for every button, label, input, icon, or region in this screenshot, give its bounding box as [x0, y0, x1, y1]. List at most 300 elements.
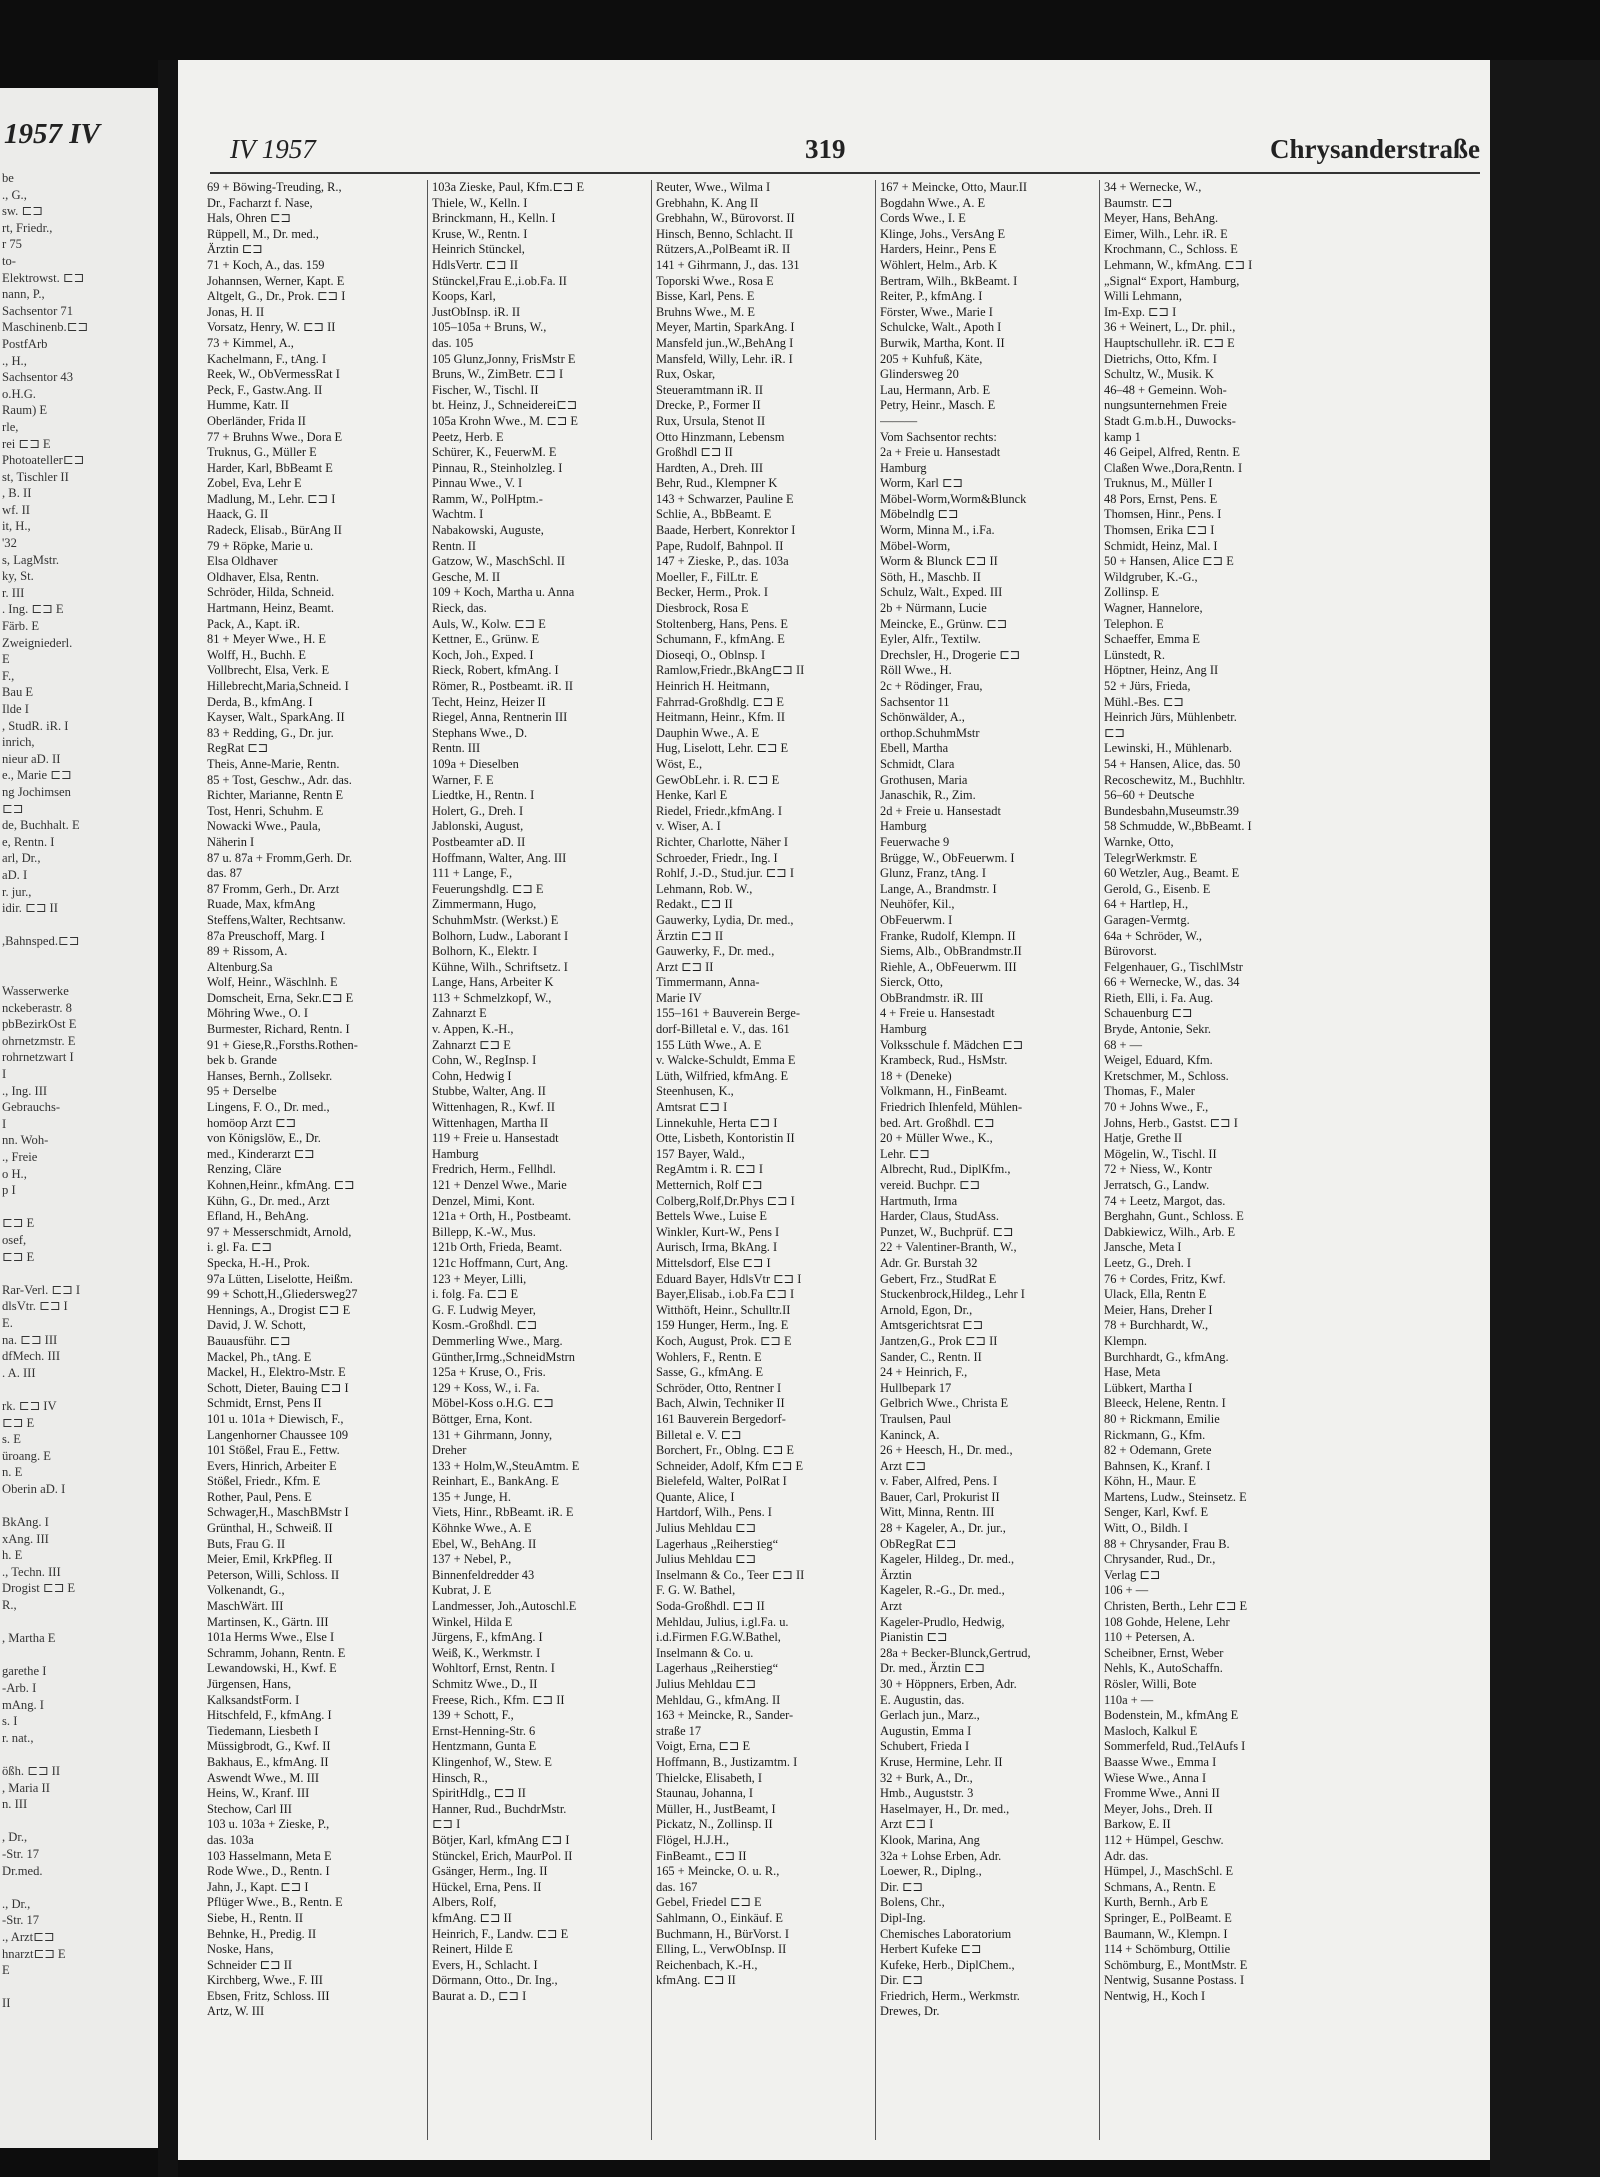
directory-entry-line: Schmidt, Clara: [880, 756, 955, 771]
directory-entry-line: Bisse, Karl, Pens. E: [656, 289, 755, 304]
previous-page-header: 1957 IV: [4, 118, 100, 150]
directory-entry-line: 48 Pors, Ernst, Pens. E: [1104, 491, 1218, 506]
previous-page-line: r. jur.,: [2, 884, 32, 899]
directory-entry-line: Linnekuhle, Herta ⊏⊐ I: [656, 1115, 778, 1130]
directory-entry-line: Kufeke, Herb., DiplChem.,: [880, 1957, 1015, 1972]
directory-entry-line: Lewinski, H., Mühlenarb.: [1104, 741, 1233, 756]
previous-page-line: -Str. 17: [2, 1846, 40, 1861]
directory-entry-line: Jonas, H. II: [207, 304, 265, 319]
directory-entry-line: 159 Hunger, Herm., Ing. E: [656, 1318, 789, 1333]
directory-entry-line: 112 + Hümpel, Geschw.: [1104, 1832, 1224, 1847]
previous-page-line: E: [2, 1963, 10, 1978]
directory-entry-line: Hug, Liselott, Lehr. ⊏⊐ E: [656, 741, 789, 756]
previous-page-line: Drogist ⊏⊐ E: [2, 1581, 76, 1596]
directory-entry-line: v. Wiser, A. I: [656, 819, 721, 834]
directory-entry-line: Reichenbach, K.-H.,: [656, 1957, 758, 1972]
directory-entry-line: Janaschik, R., Zim.: [880, 788, 976, 803]
directory-entry-line: Vollbrecht, Elsa, Verk. E: [207, 663, 330, 678]
previous-page-line: garethe I: [2, 1664, 47, 1679]
previous-page-line: st, Tischler II: [2, 469, 69, 484]
directory-entry-line: Worm, Minna M., i.Fa.: [880, 523, 995, 538]
directory-entry-line: Hentzmann, Gunta E: [432, 1739, 537, 1754]
directory-entry-line: Heinrich Stünckel,: [432, 242, 525, 257]
directory-entry-line: 26 + Heesch, H., Dr. med.,: [880, 1443, 1013, 1458]
directory-entry-line: Krambeck, Rud., HsMstr.: [880, 1053, 1008, 1068]
previous-page-line: mAng. I: [2, 1697, 44, 1712]
directory-entry-line: Kubrat, J. E: [432, 1583, 492, 1598]
directory-entry-line: Behr, Rud., Klempner K: [656, 476, 778, 491]
previous-page-line: Rar-Verl. ⊏⊐ I: [2, 1282, 81, 1297]
directory-entry-line: Volksschule f. Mädchen ⊏⊐: [880, 1037, 1024, 1052]
previous-page-line: ößh. ⊏⊐ II: [2, 1764, 61, 1778]
previous-page-line: Elektrowst. ⊏⊐: [2, 270, 85, 285]
directory-entry-line: 129 + Koss, W., i. Fa.: [432, 1380, 540, 1395]
directory-entry-line: 106 + —: [1104, 1583, 1149, 1598]
directory-entry-line: Schubert, Frieda I: [880, 1739, 970, 1754]
directory-entry-line: 121 + Denzel Wwe., Marie: [432, 1178, 567, 1192]
directory-column-4: [875, 180, 1097, 2140]
directory-entry-line: Hümpel, J., MaschSchl. E: [1104, 1864, 1234, 1879]
directory-entry-line: Arzt ⊏⊐: [880, 1458, 927, 1473]
directory-entry-line: Grünthal, H., Schweiß. II: [207, 1521, 333, 1536]
directory-entry-line: i. gl. Fa. ⊏⊐: [207, 1240, 273, 1255]
previous-page-line: Bau E: [2, 685, 34, 700]
directory-entry-line: Auls, W., Kolw. ⊏⊐ E: [432, 616, 546, 631]
previous-page-line: -Str. 17: [2, 1913, 40, 1928]
directory-entry-line: Thomas, F., Maler: [1104, 1084, 1195, 1099]
directory-entry-line: Stoltenberg, Hans, Pens. E: [656, 616, 788, 631]
previous-page-line: PostfArb: [2, 336, 48, 351]
directory-entry-line: ObBrandmstr. iR. III: [880, 990, 984, 1005]
directory-entry-line: F. G. W. Bathel,: [656, 1583, 736, 1598]
previous-page-line: [2, 1879, 154, 1896]
directory-entry-line: FinBeamt., ⊏⊐ II: [656, 1848, 747, 1863]
directory-entry-line: Mackel, H., Elektro-Mstr. E: [207, 1365, 346, 1380]
directory-entry-line: 141 + Gihrmann, J., das. 131: [656, 257, 800, 272]
directory-entry-line: Möbel-Koss o.H.G. ⊏⊐: [432, 1396, 554, 1411]
directory-entry-line: Stünckel, Erich, MaurPol. II: [432, 1848, 573, 1863]
directory-entry-line: Volkenandt, G.,: [207, 1583, 285, 1598]
directory-entry-line: Noske, Hans,: [207, 1942, 274, 1957]
directory-entry-line: Staunau, Johanna, I: [656, 1786, 754, 1801]
directory-entry-line: 123 + Meyer, Lilli,: [432, 1271, 527, 1286]
directory-entry-line: Evers, Hinrich, Arbeiter E: [207, 1458, 337, 1473]
directory-entry-line: Rösler, Willi, Bote: [1104, 1677, 1197, 1691]
directory-entry-line: Glunz, Franz, tAng. I: [880, 866, 986, 881]
directory-entry-line: JustObInsp. iR. II: [432, 304, 521, 319]
directory-entry-line: Mansfeld jun.,W.,BehAng I: [656, 335, 794, 350]
previous-page-line: ., Techn. III: [2, 1564, 61, 1579]
directory-entry-line: 110 + Petersen, A.: [1104, 1630, 1195, 1645]
directory-entry-line: Voigt, Erna, ⊏⊐ E: [656, 1739, 751, 1754]
directory-entry-line: Winkler, Kurt-W., Pens I: [656, 1224, 780, 1239]
directory-entry-line: Wildgruber, K.-G.,: [1104, 569, 1198, 584]
directory-entry-line: Verlag ⊏⊐: [1104, 1567, 1161, 1582]
previous-page-line: rohrnetzwart I: [2, 1050, 74, 1065]
directory-entry-line: 85 + Tost, Geschw., Adr. das.: [207, 772, 352, 787]
directory-entry-line: 20 + Müller Wwe., K.,: [880, 1131, 993, 1146]
directory-entry-line: Schauenburg ⊏⊐: [1104, 1006, 1193, 1021]
directory-entry-line: Thomsen, Erika ⊏⊐ I: [1104, 523, 1215, 538]
directory-entry-line: Artz, W. III: [207, 2004, 265, 2019]
directory-entry-line: Zollinsp. E: [1104, 585, 1160, 600]
directory-entry-line: Adr. das.: [1104, 1848, 1149, 1863]
directory-entry-line: Schmitz Wwe., D., II: [432, 1677, 538, 1691]
directory-entry-line: KalksandstForm. I: [207, 1692, 300, 1707]
directory-entry-line: Gerlach jun., Marz.,: [880, 1708, 980, 1723]
directory-entry-line: Senger, Karl, Kwf. E: [1104, 1505, 1209, 1520]
directory-entry-line: Henke, Karl E: [656, 788, 728, 803]
directory-entry-line: Haack, G. II: [207, 507, 269, 522]
directory-entry-line: Hartdorf, Wilh., Pens. I: [656, 1505, 772, 1520]
directory-entry-line: Schulcke, Walt., Apoth I: [880, 320, 1002, 335]
volume-year: IV 1957: [230, 134, 316, 164]
directory-entry-line: Rux, Oskar,: [656, 367, 716, 382]
directory-entry-line: Kageler-Prudlo, Hedwig,: [880, 1614, 1005, 1629]
directory-entry-line: Müssigbrodt, G., Kwf. II: [207, 1739, 331, 1754]
previous-page-line: Oberin aD. I: [2, 1481, 66, 1496]
directory-entry-line: Wiese Wwe., Anna I: [1104, 1770, 1207, 1785]
directory-entry-line: Hoffmann, Walter, Ang. III: [432, 850, 567, 865]
previous-page-line: [2, 1199, 154, 1216]
directory-entry-line: Oberländer, Frida II: [207, 413, 306, 428]
directory-entry-line: Möbelndlg ⊏⊐: [880, 507, 959, 522]
directory-entry-line: 163 + Meincke, R., Sander-: [656, 1708, 794, 1723]
directory-entry-line: Baumstr. ⊏⊐: [1104, 195, 1173, 210]
directory-entry-line: Schaeffer, Emma E: [1104, 632, 1200, 647]
directory-entry-line: Arnold, Egon, Dr.,: [880, 1302, 973, 1317]
directory-entry-line: Buchmann, H., BürVorst. I: [656, 1926, 789, 1941]
directory-entry-line: Möhring Wwe., O. I: [207, 1006, 308, 1021]
directory-entry-line: Wohltorf, Ernst, Rentn. I: [432, 1661, 555, 1676]
directory-entry-line: Evers, H., Schlacht. I: [432, 1957, 538, 1972]
directory-entry-line: Köhn, H., Maur. E: [1104, 1474, 1196, 1489]
directory-entry-line: Derda, B., kfmAng. I: [207, 694, 313, 709]
directory-entry-line: Ärztin: [880, 1567, 912, 1582]
previous-page-line: I: [2, 1067, 7, 1082]
directory-entry-line: Weigel, Eduard, Kfm.: [1104, 1053, 1213, 1068]
directory-entry-line: Sander, C., Rentn. II: [880, 1349, 982, 1364]
directory-entry-line: Hennings, A., Drogist ⊏⊐ E: [207, 1302, 351, 1317]
directory-entry-line: Becker, Herm., Prok. I: [656, 585, 769, 600]
directory-entry-line: Ramm, W., PolHptm.-: [432, 491, 543, 506]
directory-entry-line: Grebhahn, K. Ang II: [656, 195, 759, 210]
previous-page-line: idir. ⊏⊐ II: [2, 901, 58, 916]
directory-entry-line: Worm, Karl ⊏⊐: [880, 476, 963, 491]
directory-entry-line: Demmerling Wwe., Marg.: [432, 1333, 563, 1348]
previous-page-line: ., G.,: [2, 187, 27, 202]
directory-entry-line: SpiritHdlg., ⊏⊐ II: [432, 1786, 526, 1801]
directory-entry-line: Bruhns Wwe., M. E: [656, 304, 755, 319]
directory-entry-line: Heinrich H. Heitmann,: [656, 679, 770, 693]
directory-entry-line: Schröder, Hilda, Schneid.: [207, 585, 335, 600]
directory-entry-line: Haselmayer, H., Dr. med.,: [880, 1801, 1010, 1816]
directory-entry-line: ObRegRat ⊏⊐: [880, 1536, 957, 1551]
previous-page-line: . A. III: [2, 1365, 36, 1380]
directory-entry-line: 46–48 + Gemeinn. Woh-: [1104, 382, 1227, 397]
directory-entry-line: Lübkert, Martha I: [1104, 1380, 1193, 1395]
directory-entry-line: 103a Zieske, Paul, Kfm.⊏⊐ E: [432, 180, 585, 194]
directory-entry-line: Gebel, Friedel ⊏⊐ E: [656, 1895, 762, 1910]
directory-entry-line: Schumann, F., kfmAng. E: [656, 632, 785, 647]
directory-entry-line: Stephans Wwe., D.: [432, 725, 528, 740]
directory-entry-line: Schmans, A., Rentn. E: [1104, 1879, 1216, 1894]
directory-entry-line: Bürovorst.: [1104, 944, 1157, 959]
directory-entry-line: Dr., Facharzt f. Nase,: [207, 195, 313, 210]
directory-entry-line: 103 u. 103a + Zieske, P.,: [207, 1817, 330, 1832]
directory-entry-line: Klook, Marina, Ang: [880, 1832, 980, 1847]
directory-entry-line: Bruns, W., ZimBetr. ⊏⊐ I: [432, 367, 564, 382]
directory-entry-line: Pape, Rudolf, Bahnpol. II: [656, 538, 784, 553]
directory-entry-line: Meyer, Hans, BehAng.: [1104, 211, 1219, 226]
previous-page-line: wf. II: [2, 502, 30, 517]
directory-entry-line: Kageler, R.-G., Dr. med.,: [880, 1583, 1005, 1598]
directory-entry-line: Jürgensen, Hans,: [207, 1677, 292, 1691]
directory-entry-line: Bolhorn, Ludw., Laborant I: [432, 928, 569, 943]
previous-page-line: . Ing. ⊏⊐ E: [2, 602, 64, 617]
directory-entry-line: bed. Art. Großhdl. ⊏⊐: [880, 1115, 995, 1130]
directory-entry-line: Rux, Ursula, Stenot II: [656, 413, 766, 428]
directory-entry-line: Hauptschullehr. iR. ⊏⊐ E: [1104, 335, 1235, 350]
directory-entry-line: Bettels Wwe., Luise E: [656, 1209, 767, 1224]
directory-entry-line: Pinnau, R., Steinholzleg. I: [432, 460, 563, 475]
directory-entry-line: Bach, Alwin, Techniker II: [656, 1396, 785, 1411]
directory-entry-line: 89 + Rissom, A.: [207, 944, 288, 959]
directory-entry-line: Otte, Lisbeth, Kontoristin II: [656, 1131, 795, 1146]
previous-page-line: II: [2, 1996, 11, 2011]
directory-entry-line: Sierck, Otto,: [880, 975, 943, 990]
directory-entry-line: Tost, Henri, Schuhm. E: [207, 803, 324, 818]
directory-entry-line: Böttger, Erna, Kont.: [432, 1411, 533, 1426]
directory-entry-line: 58 Schmudde, W.,BbBeamt. I: [1104, 819, 1252, 834]
previous-page-line: sw. ⊏⊐: [2, 204, 43, 219]
directory-entry-line: Tiedemann, Liesbeth I: [207, 1723, 319, 1738]
directory-entry-line: Rode Wwe., D., Rentn. I: [207, 1864, 330, 1879]
directory-entry-line: Wolff, H., Buchh. E: [207, 647, 306, 662]
directory-entry-line: 36 + Weinert, L., Dr. phil.,: [1104, 320, 1236, 335]
directory-entry-line: Hitschfeld, F., kfmAng. I: [207, 1708, 332, 1723]
directory-entry-line: Aswendt Wwe., M. III: [207, 1770, 319, 1785]
previous-page-line: , Dr.,: [2, 1830, 28, 1845]
directory-entry-line: Gsänger, Herm., Ing. II: [432, 1864, 548, 1879]
directory-entry-line: Burchhardt, G., kfmAng.: [1104, 1349, 1229, 1364]
directory-entry-line: Humme, Katr. II: [207, 398, 289, 413]
directory-entry-line: Pflüger Wwe., B., Rentn. E: [207, 1895, 343, 1910]
directory-entry-line: Nentwig, H., Koch I: [1104, 1988, 1206, 2003]
directory-entry-line: Schömburg, E., MontMstr. E: [1104, 1957, 1248, 1972]
directory-entry-line: Richter, Marianne, Rentn E: [207, 788, 344, 803]
directory-entry-line: Koch, Joh., Exped. I: [432, 647, 534, 662]
directory-entry-line: Richter, Charlotte, Näher I: [656, 834, 788, 849]
directory-entry-line: Jürgens, F., kfmAng. I: [432, 1630, 543, 1645]
directory-entry-line: Hase, Meta: [1104, 1365, 1161, 1380]
directory-entry-line: 24 + Heinrich, F.,: [880, 1365, 968, 1380]
directory-entry-line: Wohlers, F., Rentn. E: [656, 1349, 762, 1364]
directory-entry-line: 52 + Jürs, Frieda,: [1104, 679, 1191, 693]
directory-entry-line: Feuerwache 9: [880, 834, 950, 849]
directory-entry-line: 87a Preuschoff, Marg. I: [207, 928, 325, 943]
directory-entry-line: 103 Hasselmann, Meta E: [207, 1848, 332, 1863]
directory-entry-line: Herbert Kufeke ⊏⊐: [880, 1942, 982, 1957]
directory-entry-line: 74 + Leetz, Margot, das.: [1104, 1193, 1226, 1208]
directory-entry-line: 101 u. 101a + Diewisch, F.,: [207, 1411, 344, 1426]
directory-entry-line: Schmidt, Ernst, Pens II: [207, 1396, 322, 1411]
previous-page-line: [2, 967, 154, 984]
directory-entry-line: Leetz, G., Dreh. I: [1104, 1255, 1192, 1270]
directory-entry-line: Peterson, Willi, Schloss. II: [207, 1567, 340, 1582]
directory-entry-line: Klempn.: [1104, 1333, 1148, 1348]
directory-entry-line: Jablonski, August,: [432, 819, 524, 834]
directory-entry-line: Martens, Ludw., Steinsetz. E: [1104, 1489, 1247, 1504]
directory-entry-line: Hardten, A., Dreh. III: [656, 460, 764, 475]
directory-entry-line: 147 + Zieske, P., das. 103a: [656, 554, 789, 569]
directory-entry-line: Worm & Blunck ⊏⊐ II: [880, 554, 998, 569]
directory-entry-line: 135 + Junge, H.: [432, 1489, 511, 1504]
directory-entry-line: 78 + Burchhardt, W.,: [1104, 1318, 1209, 1333]
directory-entry-line: 46 Geipel, Alfred, Rentn. E: [1104, 445, 1240, 460]
directory-entry-line: Mansfeld, Willy, Lehr. iR. I: [656, 351, 793, 366]
directory-entry-line: von Königslöw, E., Dr.: [207, 1131, 321, 1146]
directory-entry-line: Willi Lehmann,: [1104, 289, 1182, 304]
directory-entry-line: Bayer,Elisab., i.ob.Fa ⊏⊐ I: [656, 1287, 795, 1302]
directory-entry-line: Metternich, Rolf ⊏⊐: [656, 1178, 763, 1192]
directory-entry-line: Otto Hinzmann, Lebensm: [656, 429, 785, 444]
directory-entry-line: Sachsentor 11: [880, 694, 950, 709]
previous-page-line: o H.,: [2, 1166, 27, 1181]
directory-entry-line: RegRat ⊏⊐: [207, 741, 269, 756]
directory-entry-line: kfmAng. ⊏⊐ II: [656, 1973, 736, 1988]
directory-entry-line: Dietrichs, Otto, Kfm. I: [1104, 351, 1217, 366]
directory-entry-line: Bauer, Carl, Prokurist II: [880, 1489, 1000, 1504]
directory-entry-line: Wöhlert, Helm., Arb. K: [880, 257, 998, 272]
directory-entry-line: Warnke, Otto,: [1104, 834, 1174, 849]
directory-entry-line: bek b. Grande: [207, 1053, 277, 1068]
directory-entry-line: Förster, Wwe., Marie I: [880, 304, 993, 319]
directory-entry-line: Hatje, Grethe II: [1104, 1131, 1183, 1146]
directory-entry-line: Dabkiewicz, Wilh., Arb. E: [1104, 1224, 1236, 1239]
directory-entry-line: Aurisch, Irma, BkAng. I: [656, 1240, 778, 1255]
directory-entry-line: 167 + Meincke, Otto, Maur.II: [880, 180, 1028, 194]
directory-entry-line: Pinnau Wwe., V. I: [432, 476, 523, 491]
previous-page-line: Zweigniederl.: [2, 635, 73, 650]
directory-entry-line: Reiter, P., kfmAng. I: [880, 289, 983, 304]
previous-page-line: -Arb. I: [2, 1681, 37, 1696]
directory-entry-line: v. Walcke-Schuldt, Emma E: [656, 1053, 796, 1068]
directory-entry-line: Gauwerky, F., Dr. med.,: [656, 944, 775, 959]
previous-page-line: xAng. III: [2, 1531, 49, 1546]
directory-entry-line: Techt, Heinz, Heizer II: [432, 694, 546, 709]
previous-page-line: üroang. E: [2, 1448, 51, 1463]
previous-page-line: [2, 950, 154, 967]
previous-page-line: R.,: [2, 1598, 17, 1613]
directory-entry-line: 119 + Freie u. Hansestadt: [432, 1131, 559, 1146]
directory-entry-line: Soda-Großhdl. ⊏⊐ II: [656, 1599, 765, 1614]
directory-entry-line: Masloch, Kalkul E: [1104, 1723, 1198, 1738]
directory-entry-line: 64 + Hartlep, H.,: [1104, 897, 1189, 912]
previous-page-line: pbBezirkOst E: [2, 1017, 77, 1032]
directory-entry-line: Röll Wwe., H.: [880, 663, 952, 678]
directory-entry-line: Johns, Herb., Gastst. ⊏⊐ I: [1104, 1115, 1238, 1130]
directory-entry-line: Hamburg: [432, 1146, 479, 1161]
directory-entry-line: Meier, Hans, Dreher I: [1104, 1302, 1213, 1317]
directory-entry-line: Hinsch, R.,: [432, 1770, 488, 1785]
directory-entry-line: Koops, Karl,: [432, 289, 496, 304]
directory-entry-line: RegAmtm i. R. ⊏⊐ I: [656, 1162, 764, 1177]
directory-entry-line: Hartmuth, Irma: [880, 1193, 958, 1208]
directory-entry-line: 68 + —: [1104, 1037, 1142, 1052]
directory-entry-line: Hartmann, Heinz, Beamt.: [207, 601, 334, 616]
previous-page-line: Maschinenb.⊏⊐: [2, 320, 89, 335]
previous-page-line: [2, 1746, 154, 1763]
directory-entry-line: Hückel, Erna, Pens. II: [432, 1879, 542, 1894]
directory-entry-line: Lingens, F. O., Dr. med.,: [207, 1100, 330, 1115]
previous-page-line: [2, 1614, 154, 1631]
directory-entry-line: 97a Lütten, Liselotte, Heißm.: [207, 1271, 353, 1286]
directory-entry-line: Efland, H., BehAng.: [207, 1209, 309, 1224]
directory-entry-line: Ulack, Ella, Rentn E: [1104, 1287, 1207, 1302]
previous-page-line: [2, 1979, 154, 1996]
directory-entry-line: Lewandowski, H., Kwf. E: [207, 1661, 337, 1676]
directory-entry-line: Scheibner, Ernst, Weber: [1104, 1645, 1224, 1660]
directory-entry-line: Quante, Alice, I: [656, 1489, 735, 1504]
directory-entry-line: Altenburg.Sa: [207, 959, 273, 974]
directory-entry-line: Jantzen,G., Prok ⊏⊐ II: [880, 1333, 998, 1348]
previous-page-line: Dr.med.: [2, 1863, 43, 1878]
directory-entry-line: 121a + Orth, H., Postbeamt.: [432, 1209, 572, 1224]
previous-page-line: , StudR. iR. I: [2, 718, 69, 733]
directory-entry-line: Lagerhaus „Reiherstieg“: [656, 1661, 779, 1676]
directory-entry-line: Reinhart, E., BankAng. E: [432, 1474, 559, 1489]
directory-entry-line: 101a Herms Wwe., Else I: [207, 1630, 335, 1645]
directory-entry-line: 95 + Derselbe: [207, 1084, 277, 1099]
directory-entry-line: Fischer, W., Tischl. II: [432, 382, 539, 397]
previous-page-line: , Martha E: [2, 1631, 56, 1646]
directory-entry-line: Felgenhauer, G., TischlMstr: [1104, 959, 1243, 974]
directory-entry-line: das. 105: [432, 335, 474, 350]
directory-entry-line: Dir. ⊏⊐: [880, 1973, 923, 1988]
directory-entry-line: Römer, R., Postbeamt. iR. II: [432, 679, 573, 693]
directory-entry-line: Claßen Wwe.,Dora,Rentn. I: [1104, 460, 1243, 475]
directory-entry-line: Zahnarzt ⊏⊐ E: [432, 1037, 511, 1052]
directory-entry-line: Sommerfeld, Rud.,TelAufs I: [1104, 1739, 1246, 1754]
previous-page-line: Sachsentor 71: [2, 303, 73, 318]
directory-entry-line: Vom Sachsentor rechts:: [880, 429, 997, 444]
directory-entry-line: Reek, W., ObVermessRat I: [207, 367, 340, 382]
directory-entry-line: Eyler, Alfr., Textilw.: [880, 632, 981, 647]
directory-entry-line: Stünckel,Frau E.,i.ob.Fa. II: [432, 273, 567, 288]
directory-entry-line: Fredrich, Herm., Fellhdl.: [432, 1162, 556, 1177]
directory-entry-line: 87 u. 87a + Fromm,Gerh. Dr.: [207, 850, 352, 865]
directory-entry-line: Billetal e. V. ⊏⊐: [656, 1427, 742, 1442]
directory-entry-line: Bundesbahn,Museumstr.39: [1104, 803, 1239, 818]
directory-entry-line: Barkow, E. II: [1104, 1817, 1171, 1832]
previous-page-line: e, Rentn. I: [2, 834, 55, 849]
directory-entry-line: Bolens, Chr.,: [880, 1895, 945, 1910]
previous-page-line: inrich,: [2, 735, 35, 750]
directory-entry-line: Augustin, Emma I: [880, 1723, 972, 1738]
directory-entry-line: Wöst, E.,: [656, 756, 703, 771]
directory-entry-line: Witthöft, Heinr., Schulltr.II: [656, 1302, 791, 1317]
previous-page-line: rle,: [2, 419, 19, 434]
directory-entry-line: 113 + Schmelzkopf, W.,: [432, 990, 552, 1005]
directory-entry-line: 2b + Nürmann, Lucie: [880, 601, 987, 616]
previous-page-line: [2, 1265, 154, 1282]
directory-entry-line: Nehls, K., AutoSchaffn.: [1104, 1661, 1223, 1676]
directory-entry-line: 66 + Wernecke, W., das. 34: [1104, 975, 1240, 990]
directory-entry-line: Feuerungshdlg. ⊏⊐ E: [432, 881, 544, 896]
book-gutter: [158, 60, 178, 2177]
previous-page-line: r. III: [2, 585, 25, 600]
